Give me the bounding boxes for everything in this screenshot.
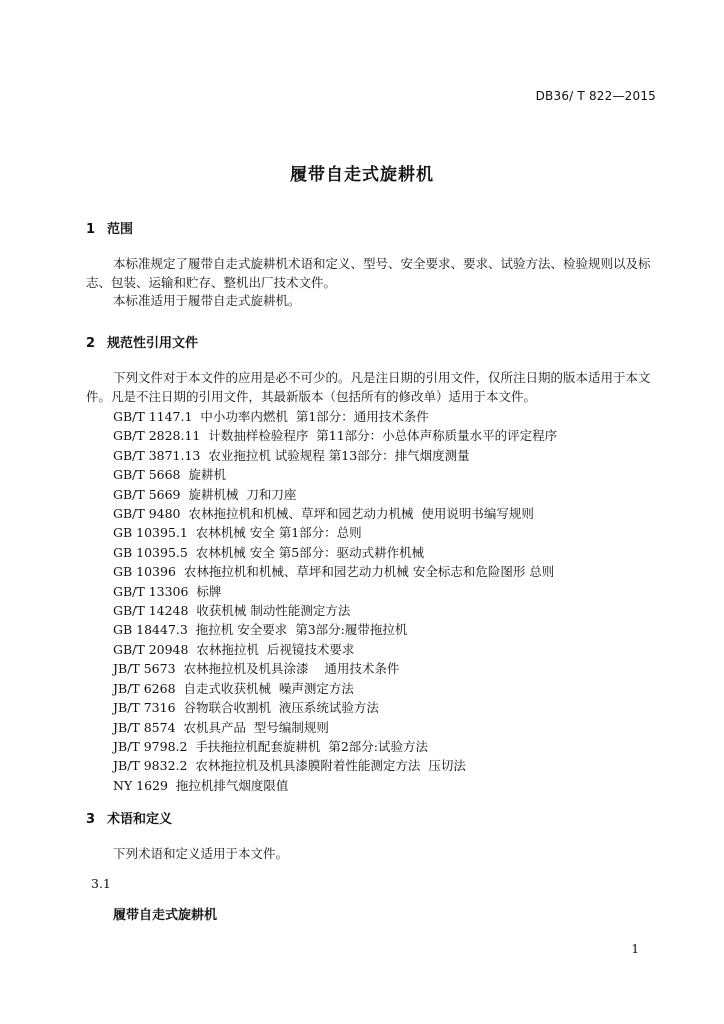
term-title: 履带自走式旋耕机 [113, 908, 218, 923]
reference-item: GB 18447.3 拖拉机 安全要求 第3部分:履带拖拉机 [113, 622, 408, 638]
reference-item: GB/T 5669 旋耕机械 刀和刀座 [113, 486, 297, 502]
reference-item: JB/T 8574 农机具产品 型号编制规则 [113, 719, 329, 735]
section-number: 3 [86, 812, 96, 827]
reference-item: NY 1629 拖拉机排气烟度限值 [113, 777, 289, 793]
page-header: DB36/ T 822—2015 [535, 89, 656, 103]
reference-list [113, 407, 557, 795]
reference-item: GB/T 2828.11 计数抽样检验程序 第11部分：小总体声称质量水平的评定程序 [113, 428, 558, 444]
reference-item: GB/T 9480 农林拖拉机和机械、草坪和园艺动力机械 使用说明书编写规则 [113, 506, 534, 522]
reference-item: GB 10395.1 农林机械 安全 第1部分：总则 [113, 525, 362, 541]
reference-item: JB/T 6268 自走式收获机械 噪声测定方法 [113, 680, 354, 696]
reference-item: GB 10395.5 农林机械 安全 第5部分：驱动式耕作机械 [113, 544, 425, 560]
paragraph-line: 本标准规定了履带自走式旋耕机术语和定义、型号、安全要求、要求、试验方法、检验规则以及标 [113, 256, 651, 271]
normative-paragraph [86, 369, 658, 406]
section-1-heading [86, 218, 133, 237]
reference-item: GB 10396 农林拖拉机和机械、草坪和园艺动力机械 安全标志和危险图形 总则 [113, 564, 555, 580]
section-number: 2 [86, 336, 96, 351]
paragraph-line: 下列文件对于本文件的应用是必不可少的。凡是注日期的引用文件，仅所注日期的版本适用于本文 [113, 370, 651, 385]
paragraph-line: 本标准适用于履带自走式旋耕机。 [113, 293, 301, 308]
paragraph-line: 下列术语和定义适用于本文件。 [113, 846, 289, 861]
reference-item: GB/T 20948 农林拖拉机 后视镜技术要求 [113, 641, 355, 657]
reference-item: GB/T 1147.1 中小功率内燃机 第1部分：通用技术条件 [113, 409, 429, 424]
reference-item: JB/T 7316 谷物联合收割机 液压系统试验方法 [113, 700, 379, 716]
reference-item: GB/T 3871.13 农业拖拉机 试验规程 第13部分：排气烟度测量 [113, 447, 470, 463]
paragraph-line: 件。凡是不注日期的引用文件，其最新版本（包括所有的修改单）适用于本文件。 [86, 388, 537, 404]
reference-item: JB/T 5673 农林拖拉机及机具涂漆 通用技术条件 [113, 661, 400, 677]
reference-item: JB/T 9832.2 农林拖拉机及机具漆膜附着性能测定方法 压切法 [113, 758, 466, 774]
paragraph-line: 志、包装、运输和贮存、整机出厂技术文件。 [86, 274, 337, 290]
section-title: 术语和定义 [107, 812, 173, 827]
section-title: 范围 [107, 222, 134, 237]
section-title: 规范性引用文件 [107, 336, 199, 351]
reference-item: GB/T 5668 旋耕机 [113, 467, 226, 483]
section-number: 1 [86, 222, 96, 237]
terms-paragraph [86, 845, 658, 864]
page-title: 履带自走式旋耕机 [290, 165, 434, 185]
reference-item: GB/T 14248 收获机械 制动性能测定方法 [113, 603, 351, 619]
reference-item: JB/T 9798.2 手扶拖拉机配套旋耕机 第2部分:试验方法 [113, 738, 429, 754]
subsection-number: 3.1 [91, 876, 111, 891]
section-3-heading [86, 808, 172, 827]
scope-paragraph-2 [86, 292, 658, 311]
scope-paragraph-1 [86, 255, 658, 292]
section-2-heading [86, 332, 198, 351]
page-number: 1 [631, 942, 639, 956]
reference-item: GB/T 13306 标牌 [113, 583, 222, 599]
